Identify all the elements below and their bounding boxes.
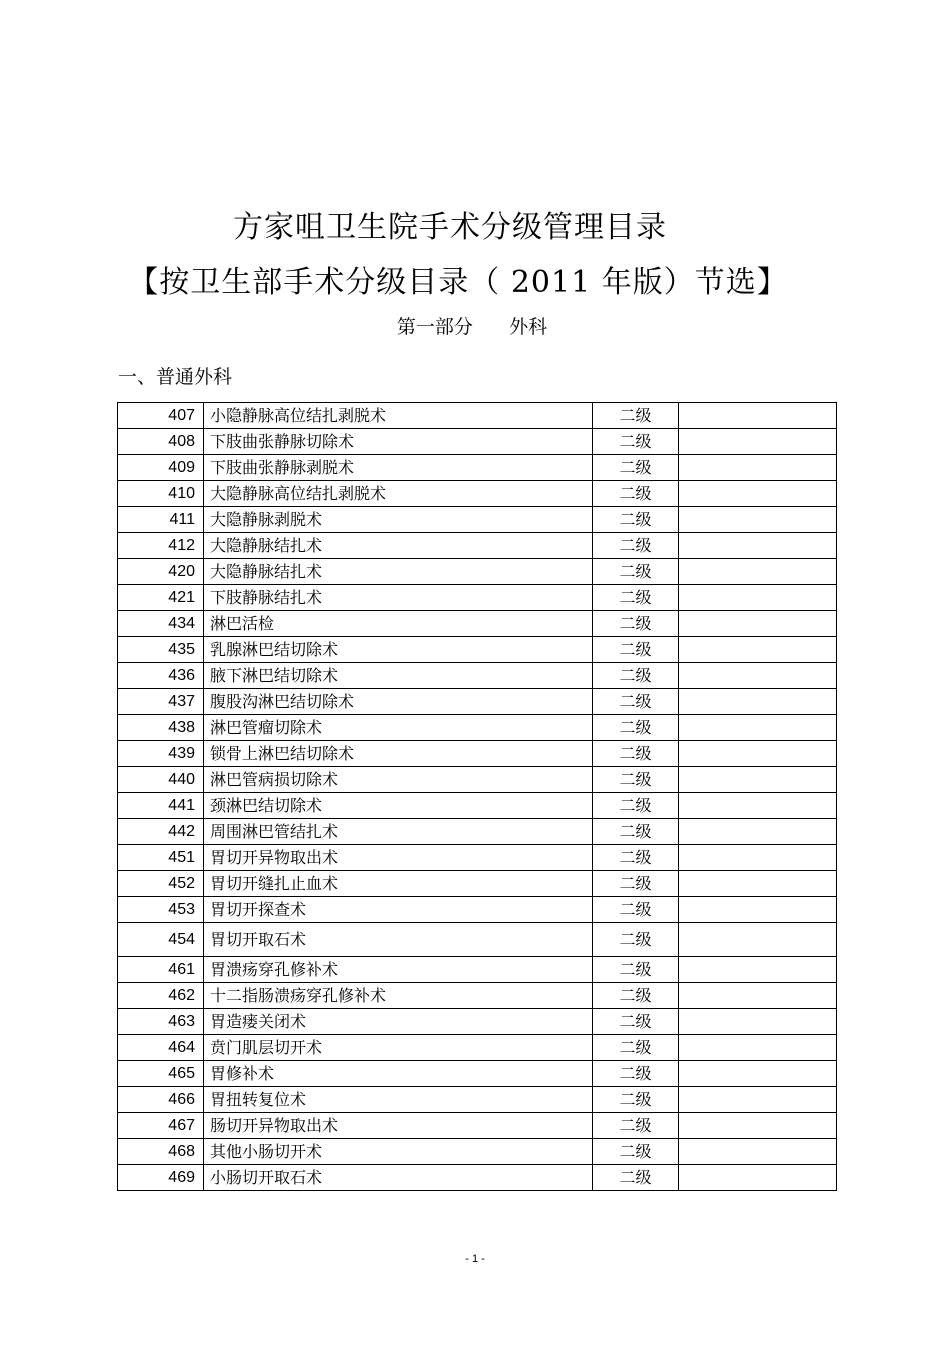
procedure-grade-cell: 二级 — [593, 845, 679, 871]
table-row — [118, 559, 837, 585]
procedure-name-cell: 大隐静脉高位结扎剥脱术 — [204, 481, 593, 507]
procedure-grade-cell: 二级 — [593, 507, 679, 533]
procedure-name-cell: 颈淋巴结切除术 — [204, 793, 593, 819]
procedure-name-cell: 胃切开异物取出术 — [204, 845, 593, 871]
procedure-grade-cell: 二级 — [593, 1035, 679, 1061]
note-cell — [679, 1113, 837, 1139]
procedure-name-cell: 胃切开取石术 — [204, 923, 593, 957]
table-row — [118, 819, 837, 845]
procedure-name-cell: 胃溃疡穿孔修补术 — [204, 957, 593, 983]
procedure-name-cell: 其他小肠切开术 — [204, 1139, 593, 1165]
table-row — [118, 1113, 837, 1139]
procedure-code-cell: 462 — [118, 983, 204, 1009]
note-cell — [679, 1139, 837, 1165]
procedure-code-cell: 434 — [118, 611, 204, 637]
note-cell — [679, 455, 837, 481]
procedure-grade-cell: 二级 — [593, 741, 679, 767]
note-cell — [679, 741, 837, 767]
procedure-code-cell: 438 — [118, 715, 204, 741]
table-row — [118, 533, 837, 559]
procedure-grade-cell: 二级 — [593, 1009, 679, 1035]
procedure-name-cell: 胃切开缝扎止血术 — [204, 871, 593, 897]
procedure-grade-cell: 二级 — [593, 559, 679, 585]
procedure-grade-cell: 二级 — [593, 533, 679, 559]
procedure-name-cell: 胃修补术 — [204, 1061, 593, 1087]
procedure-grade-cell: 二级 — [593, 429, 679, 455]
section-heading: 一、普通外科 — [118, 366, 233, 388]
procedure-grade-cell: 二级 — [593, 897, 679, 923]
note-cell — [679, 429, 837, 455]
note-cell — [679, 767, 837, 793]
procedure-name-cell: 小隐静脉高位结扎剥脱术 — [204, 403, 593, 429]
procedure-code-cell: 469 — [118, 1165, 204, 1191]
note-cell — [679, 845, 837, 871]
table-row — [118, 767, 837, 793]
procedure-name-cell: 淋巴活检 — [204, 611, 593, 637]
procedure-grade-cell: 二级 — [593, 767, 679, 793]
procedure-code-cell: 466 — [118, 1087, 204, 1113]
procedure-grade-cell: 二级 — [593, 663, 679, 689]
procedure-code-cell: 464 — [118, 1035, 204, 1061]
table-row — [118, 845, 837, 871]
table-row — [118, 689, 837, 715]
procedure-code-cell: 420 — [118, 559, 204, 585]
table-row — [118, 793, 837, 819]
table-row — [118, 897, 837, 923]
document-title: 方家咀卫生院手术分级管理目录 — [233, 210, 667, 245]
note-cell — [679, 957, 837, 983]
procedure-name-cell: 下肢静脉结扎术 — [204, 585, 593, 611]
procedure-name-cell: 小肠切开取石术 — [204, 1165, 593, 1191]
procedure-grade-cell: 二级 — [593, 793, 679, 819]
table-row — [118, 1139, 837, 1165]
procedure-name-cell: 下肢曲张静脉剥脱术 — [204, 455, 593, 481]
procedure-name-cell: 胃扭转复位术 — [204, 1087, 593, 1113]
procedure-grade-cell: 二级 — [593, 403, 679, 429]
table-row — [118, 637, 837, 663]
table-row — [118, 663, 837, 689]
table-row — [118, 1009, 837, 1035]
procedure-name-cell: 周围淋巴管结扎术 — [204, 819, 593, 845]
procedure-code-cell: 411 — [118, 507, 204, 533]
procedure-name-cell: 贲门肌层切开术 — [204, 1035, 593, 1061]
table-row — [118, 1087, 837, 1113]
table-row — [118, 1061, 837, 1087]
procedure-name-cell: 下肢曲张静脉切除术 — [204, 429, 593, 455]
procedure-grade-cell: 二级 — [593, 481, 679, 507]
procedure-grade-cell: 二级 — [593, 983, 679, 1009]
procedure-code-cell: 454 — [118, 923, 204, 957]
procedure-name-cell: 大隐静脉结扎术 — [204, 533, 593, 559]
procedure-code-cell: 412 — [118, 533, 204, 559]
procedure-grade-cell: 二级 — [593, 923, 679, 957]
procedure-grade-cell: 二级 — [593, 585, 679, 611]
procedure-code-cell: 408 — [118, 429, 204, 455]
note-cell — [679, 507, 837, 533]
procedure-name-cell: 大隐静脉剥脱术 — [204, 507, 593, 533]
note-cell — [679, 637, 837, 663]
table-row — [118, 957, 837, 983]
part-heading: 第一部分 外科 — [396, 316, 548, 338]
note-cell — [679, 403, 837, 429]
procedure-code-cell: 453 — [118, 897, 204, 923]
procedure-code-cell: 409 — [118, 455, 204, 481]
procedure-code-cell: 467 — [118, 1113, 204, 1139]
note-cell — [679, 715, 837, 741]
note-cell — [679, 819, 837, 845]
procedure-code-cell: 442 — [118, 819, 204, 845]
note-cell — [679, 1061, 837, 1087]
procedure-grade-cell: 二级 — [593, 455, 679, 481]
note-cell — [679, 481, 837, 507]
note-cell — [679, 585, 837, 611]
note-cell — [679, 1009, 837, 1035]
table-row — [118, 585, 837, 611]
table-row — [118, 507, 837, 533]
procedure-grade-cell: 二级 — [593, 1165, 679, 1191]
note-cell — [679, 689, 837, 715]
table-row — [118, 611, 837, 637]
page-number: - 1 - — [465, 1253, 485, 1265]
procedure-code-cell: 441 — [118, 793, 204, 819]
table-row — [118, 429, 837, 455]
procedure-code-cell: 439 — [118, 741, 204, 767]
table-row — [118, 741, 837, 767]
procedure-code-cell: 465 — [118, 1061, 204, 1087]
table-row — [118, 1035, 837, 1061]
procedure-name-cell: 胃造瘘关闭术 — [204, 1009, 593, 1035]
procedure-name-cell: 锁骨上淋巴结切除术 — [204, 741, 593, 767]
procedure-grade-cell: 二级 — [593, 715, 679, 741]
procedure-grade-cell: 二级 — [593, 637, 679, 663]
document-subtitle: 【按卫生部手术分级目录（ 2011 年版）节选】 — [128, 265, 788, 300]
note-cell — [679, 1035, 837, 1061]
note-cell — [679, 983, 837, 1009]
procedure-code-cell: 451 — [118, 845, 204, 871]
table-row — [118, 923, 837, 957]
surgery-catalog-table — [117, 402, 837, 1191]
procedure-code-cell: 452 — [118, 871, 204, 897]
note-cell — [679, 663, 837, 689]
procedure-grade-cell: 二级 — [593, 957, 679, 983]
note-cell — [679, 871, 837, 897]
procedure-code-cell: 410 — [118, 481, 204, 507]
procedure-name-cell: 腋下淋巴结切除术 — [204, 663, 593, 689]
table-row — [118, 983, 837, 1009]
procedure-name-cell: 大隐静脉结扎术 — [204, 559, 593, 585]
procedure-code-cell: 440 — [118, 767, 204, 793]
procedure-grade-cell: 二级 — [593, 1087, 679, 1113]
note-cell — [679, 559, 837, 585]
note-cell — [679, 1087, 837, 1113]
note-cell — [679, 1165, 837, 1191]
table-row — [118, 455, 837, 481]
procedure-name-cell: 乳腺淋巴结切除术 — [204, 637, 593, 663]
procedure-grade-cell: 二级 — [593, 819, 679, 845]
procedure-code-cell: 435 — [118, 637, 204, 663]
note-cell — [679, 611, 837, 637]
note-cell — [679, 897, 837, 923]
table-row — [118, 481, 837, 507]
procedure-code-cell: 436 — [118, 663, 204, 689]
note-cell — [679, 793, 837, 819]
procedure-grade-cell: 二级 — [593, 611, 679, 637]
procedure-grade-cell: 二级 — [593, 1061, 679, 1087]
procedure-code-cell: 461 — [118, 957, 204, 983]
procedure-code-cell: 463 — [118, 1009, 204, 1035]
procedure-grade-cell: 二级 — [593, 1139, 679, 1165]
procedure-grade-cell: 二级 — [593, 871, 679, 897]
table-row — [118, 715, 837, 741]
table-row — [118, 871, 837, 897]
note-cell — [679, 923, 837, 957]
procedure-code-cell: 407 — [118, 403, 204, 429]
procedure-grade-cell: 二级 — [593, 1113, 679, 1139]
procedure-code-cell: 468 — [118, 1139, 204, 1165]
procedure-code-cell: 421 — [118, 585, 204, 611]
table-row — [118, 403, 837, 429]
procedure-name-cell: 淋巴管瘤切除术 — [204, 715, 593, 741]
procedure-name-cell: 腹股沟淋巴结切除术 — [204, 689, 593, 715]
procedure-name-cell: 肠切开异物取出术 — [204, 1113, 593, 1139]
procedure-name-cell: 十二指肠溃疡穿孔修补术 — [204, 983, 593, 1009]
table-row — [118, 1165, 837, 1191]
note-cell — [679, 533, 837, 559]
procedure-name-cell: 胃切开探查术 — [204, 897, 593, 923]
procedure-name-cell: 淋巴管病损切除术 — [204, 767, 593, 793]
procedure-code-cell: 437 — [118, 689, 204, 715]
table-body — [118, 403, 837, 1191]
procedure-grade-cell: 二级 — [593, 689, 679, 715]
